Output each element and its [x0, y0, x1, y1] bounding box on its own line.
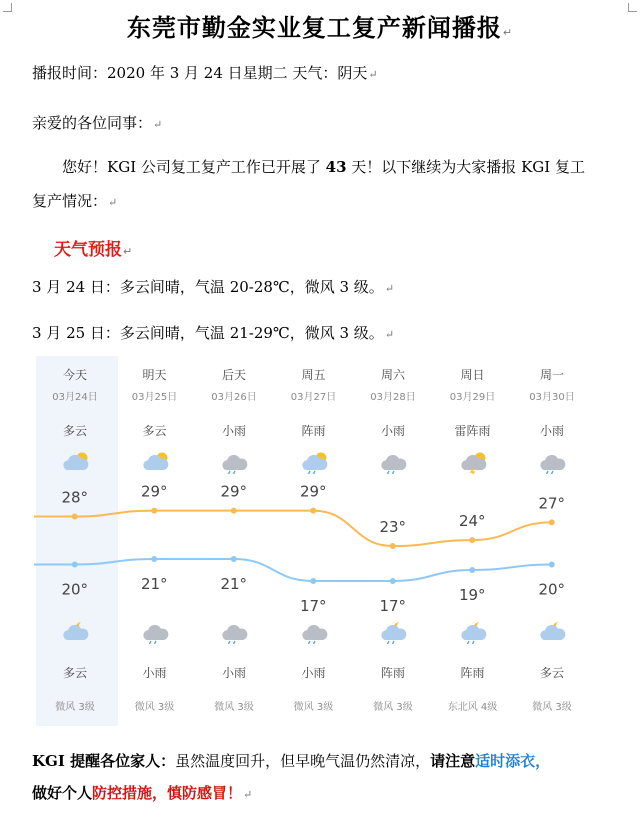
- reminder-line-1: [32, 750, 550, 771]
- document-title: [0, 8, 640, 43]
- light-rain-icon: [220, 620, 250, 644]
- night-weather-icon-wrap: [538, 620, 568, 648]
- paragraph-mark: ↵: [502, 26, 514, 39]
- forecast-date: 03月29日: [449, 392, 496, 403]
- high-temp-label: 29°: [299, 482, 327, 501]
- high-temp-point: [469, 537, 475, 543]
- high-temp-label: 27°: [538, 494, 566, 513]
- night-weather-text: 小雨: [221, 666, 246, 680]
- day-weather-text: 多云: [62, 424, 87, 438]
- low-temp-point: [310, 578, 316, 584]
- forecast-day-label: 明天: [142, 368, 167, 382]
- day-weather-text: 小雨: [539, 424, 564, 438]
- wind-text: 东北风 4级: [447, 702, 498, 713]
- day-weather-icon-wrap: [220, 450, 250, 478]
- forecast-line-2: [32, 322, 394, 343]
- night-weather-icon-wrap: [459, 620, 489, 648]
- forecast-date: 03月27日: [290, 392, 337, 403]
- forecast-day-label: 后天: [221, 368, 246, 382]
- high-temp-label: 24°: [458, 512, 486, 531]
- high-temp-point: [549, 519, 555, 525]
- forecast-date: 03月24日: [52, 392, 98, 403]
- light-rain-icon: [300, 620, 330, 644]
- reminder-blue: 适时添衣，: [475, 752, 551, 770]
- shower-icon: [300, 450, 330, 474]
- wind-text: 微风 3级: [134, 702, 175, 713]
- light-rain-icon: [220, 450, 250, 474]
- paragraph-mark: ↵: [243, 788, 253, 801]
- night-weather-icon-wrap: [141, 620, 171, 648]
- shower-moon-icon: [459, 620, 489, 644]
- forecast-text-1: 3 月 24 日：多云间晴，气温 20-28℃，微风 3 级。: [32, 278, 384, 296]
- night-weather-icon-wrap: [61, 620, 91, 648]
- night-weather-icon-wrap: [300, 620, 330, 648]
- low-temp-label: 17°: [299, 597, 327, 615]
- low-temp-label: 21°: [140, 575, 168, 593]
- paragraph-mark: ↵: [368, 68, 378, 81]
- forecast-text-2: 3 月 25 日：多云间晴，气温 21-29℃，微风 3 级。: [32, 324, 384, 342]
- reminder-text: 虽然温度回升，但早晚气温仍然清凉，: [175, 752, 431, 770]
- intro-text-c: 复产情况：: [32, 192, 108, 210]
- high-temp-point: [231, 508, 237, 514]
- cloudy-moon-icon: [538, 620, 568, 644]
- light-rain-icon: [538, 450, 568, 474]
- high-temp-point: [72, 514, 78, 520]
- forecast-line-1: [32, 276, 394, 297]
- day-weather-icon-wrap: [379, 450, 409, 478]
- night-weather-text: 小雨: [142, 666, 167, 680]
- day-weather-icon-wrap: [141, 450, 171, 478]
- night-weather-text: 阵雨: [460, 666, 485, 680]
- day-weather-icon-wrap: [300, 450, 330, 478]
- low-temp-label: 20°: [61, 580, 89, 599]
- partly-cloudy-icon: [61, 450, 91, 474]
- low-temp-point: [469, 567, 475, 573]
- paragraph-mark: ↵: [123, 245, 133, 258]
- night-weather-text: 多云: [62, 666, 87, 680]
- day-weather-icon-wrap: [61, 450, 91, 478]
- forecast-day-label: 周五: [301, 368, 326, 382]
- wind-text: 微风 3级: [214, 702, 254, 713]
- intro-text-a: 您好！KGI 公司复工复产工作已开展了: [62, 158, 326, 176]
- wind-text: 微风 3级: [532, 702, 572, 713]
- intro-line: [62, 156, 585, 177]
- low-temp-point: [390, 578, 396, 584]
- low-temp-label: 20°: [538, 580, 566, 599]
- forecast-date: 03月25日: [131, 392, 178, 403]
- greeting-text: 亲爱的各位同事：: [32, 114, 153, 132]
- low-temp-point: [72, 562, 78, 568]
- low-temp-label: 17°: [379, 597, 407, 615]
- high-temp-point: [151, 508, 157, 514]
- forecast-day-label: 今天: [62, 368, 87, 382]
- wind-text: 微风 3级: [373, 702, 413, 713]
- low-temp-point: [549, 562, 555, 568]
- reminder-red-2: 慎防感冒！: [167, 784, 243, 802]
- paragraph-mark: ↵: [153, 118, 163, 131]
- weather-heading-text: 天气预报: [54, 240, 122, 260]
- reminder-red-1: 防控措施，: [92, 784, 168, 802]
- forecast-day-label: 周一: [539, 368, 564, 382]
- night-weather-text: 多云: [539, 666, 564, 680]
- night-weather-text: 阵雨: [380, 666, 405, 680]
- weather-forecast-widget: [34, 356, 594, 726]
- shower-moon-icon: [379, 620, 409, 644]
- day-weather-icon-wrap: [538, 450, 568, 478]
- low-temp-point: [151, 556, 157, 562]
- high-temp-label: 29°: [220, 482, 248, 501]
- paragraph-mark: ↵: [384, 328, 395, 341]
- reminder-bold: KGI 提醒各位家人：: [32, 752, 176, 770]
- forecast-date: 03月26日: [211, 392, 257, 403]
- light-rain-icon: [379, 450, 409, 474]
- high-temp-point: [310, 508, 316, 514]
- partly-cloudy-icon: [141, 450, 171, 474]
- greeting-line: [32, 112, 162, 133]
- title-text: 东莞市勤金实业复工复产新闻播报: [126, 14, 502, 42]
- low-temp-label: 19°: [458, 586, 486, 604]
- weather-heading: [54, 235, 132, 260]
- day-weather-text: 阵雨: [301, 424, 326, 438]
- broadcast-time-line: [32, 62, 378, 83]
- day-weather-text: 雷阵雨: [454, 424, 491, 438]
- high-temp-label: 29°: [140, 482, 168, 501]
- reminder-text-2: 做好个人: [32, 784, 93, 802]
- forecast-day-label: 周日: [460, 368, 485, 382]
- broadcast-time-text: 播报时间：2020 年 3 月 24 日星期二 天气：阴天: [32, 64, 368, 82]
- cloudy-moon-icon: [61, 620, 91, 644]
- intro-days: 43: [325, 158, 347, 176]
- low-temp-point: [231, 556, 237, 562]
- day-weather-icon-wrap: [459, 450, 489, 478]
- thunderstorm-icon: [459, 450, 489, 474]
- high-temp-label: 28°: [61, 488, 89, 507]
- paragraph-mark: ↵: [384, 282, 395, 295]
- forecast-date: 03月30日: [529, 392, 575, 403]
- day-weather-text: 多云: [142, 424, 167, 438]
- day-weather-text: 小雨: [380, 424, 405, 438]
- reminder-please: 请注意: [430, 752, 476, 770]
- low-temp-label: 21°: [220, 575, 248, 593]
- reminder-line-2: [32, 782, 252, 803]
- night-weather-icon-wrap: [220, 620, 250, 648]
- forecast-day-label: 周六: [380, 368, 405, 382]
- high-temp-label: 23°: [379, 518, 407, 536]
- night-weather-text: 小雨: [301, 666, 326, 680]
- high-temp-point: [390, 543, 396, 549]
- intro-line-2: [32, 190, 117, 211]
- intro-text-b: 天！以下继续为大家播报 KGI 复工: [346, 158, 585, 176]
- forecast-date: 03月28日: [370, 392, 416, 403]
- paragraph-mark: ↵: [108, 196, 118, 209]
- light-rain-icon: [141, 620, 171, 644]
- day-weather-text: 小雨: [221, 424, 246, 438]
- wind-text: 微风 3级: [293, 702, 334, 713]
- night-weather-icon-wrap: [379, 620, 409, 648]
- wind-text: 微风 3级: [55, 702, 95, 713]
